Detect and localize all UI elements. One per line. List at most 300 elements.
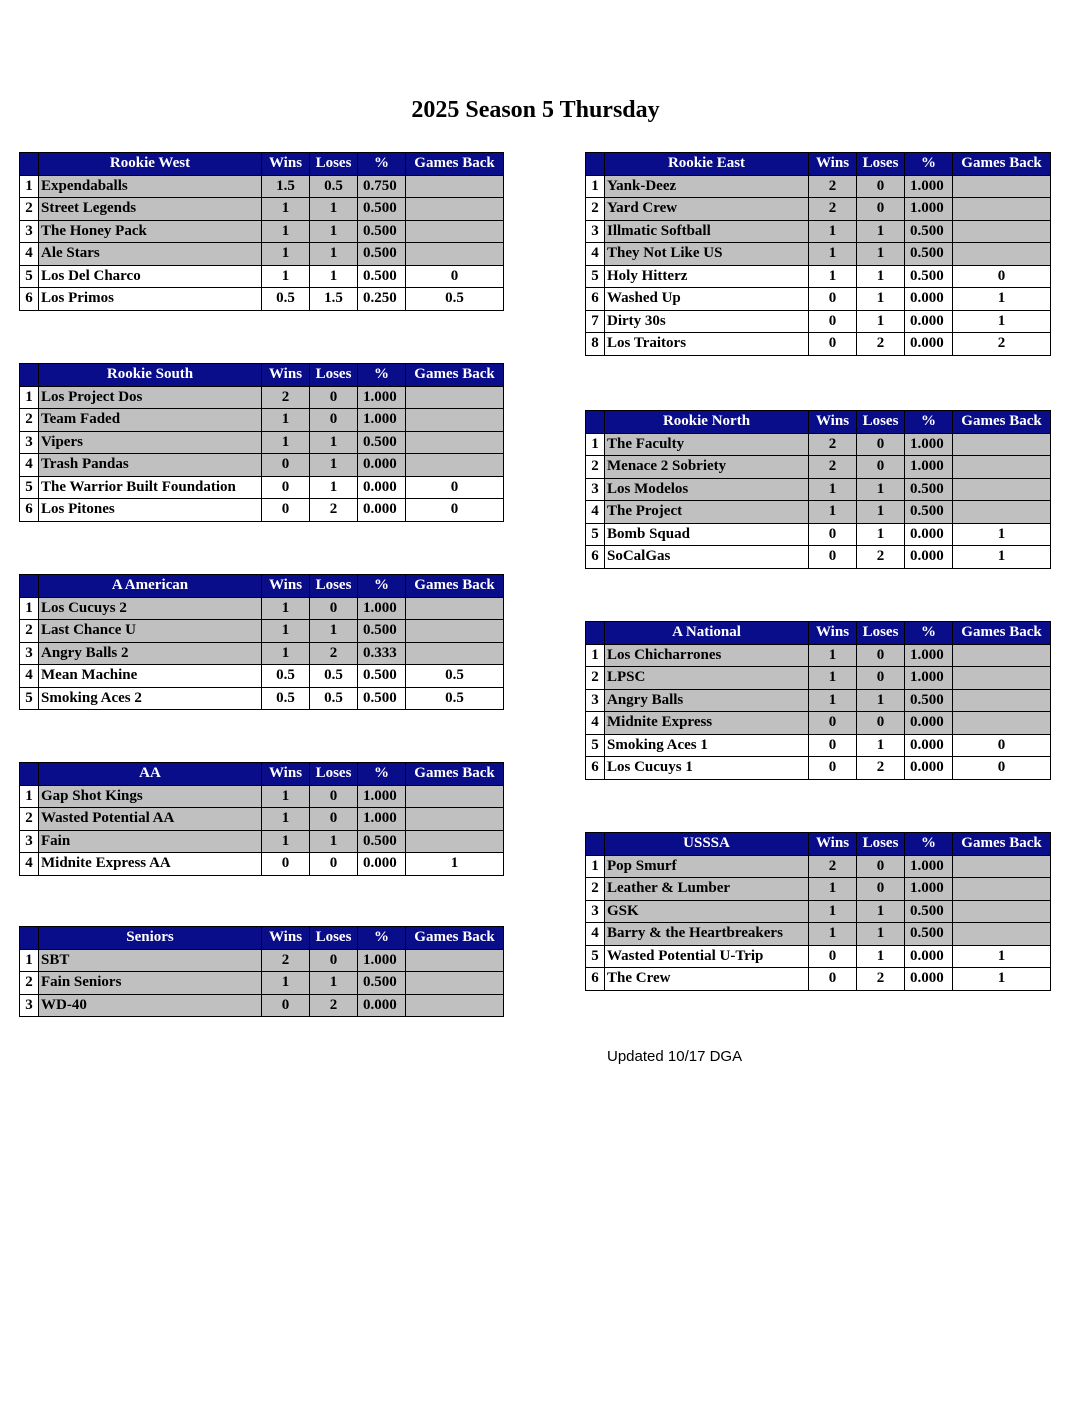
division-name: A National	[605, 622, 809, 645]
team-row	[20, 409, 504, 432]
team-row	[20, 431, 504, 454]
team-row	[20, 198, 504, 221]
updated-note: Updated 10/17 DGA	[607, 1048, 743, 1065]
wins: 0	[809, 757, 857, 780]
rank: 3	[20, 994, 39, 1017]
wins: 0.5	[262, 288, 310, 311]
team-row	[20, 808, 504, 831]
loses: 2	[310, 994, 358, 1017]
team-name: Angry Balls 2	[39, 642, 262, 665]
win-pct: 0.000	[358, 454, 406, 477]
team-name: Leather & Lumber	[605, 878, 809, 901]
team-name: Bomb Squad	[605, 523, 809, 546]
team-row	[20, 175, 504, 198]
win-pct: 1.000	[905, 175, 953, 198]
win-pct: 0.000	[905, 945, 953, 968]
rank: 5	[586, 523, 605, 546]
rank: 1	[586, 175, 605, 198]
wins: 0	[262, 476, 310, 499]
team-name: Menace 2 Sobriety	[605, 456, 809, 479]
games-back	[953, 478, 1051, 501]
rank: 1	[20, 597, 39, 620]
win-pct: 0.000	[905, 968, 953, 991]
rank: 1	[20, 175, 39, 198]
rank-header	[20, 763, 39, 786]
team-row	[586, 712, 1051, 735]
win-pct: 0.000	[905, 288, 953, 311]
wins: 0	[262, 454, 310, 477]
standings-table-a-american	[19, 574, 504, 710]
wins: 1	[809, 243, 857, 266]
games-back	[953, 433, 1051, 456]
team-name: Fain Seniors	[39, 972, 262, 995]
games-back: 0	[953, 757, 1051, 780]
header-row	[20, 153, 504, 176]
header-row	[586, 622, 1051, 645]
team-name: Los Project Dos	[39, 386, 262, 409]
team-name: Los Primos	[39, 288, 262, 311]
rank-header	[586, 622, 605, 645]
win-pct: 1.000	[358, 409, 406, 432]
loses: 0	[857, 644, 905, 667]
division-name: USSSA	[605, 833, 809, 856]
team-name: Wasted Potential AA	[39, 808, 262, 831]
loses: 1.5	[310, 288, 358, 311]
loses: 0.5	[310, 687, 358, 710]
win-pct: 0.500	[905, 243, 953, 266]
games-back	[406, 386, 504, 409]
team-name: Barry & the Heartbreakers	[605, 923, 809, 946]
games-back	[953, 667, 1051, 690]
games-back: 1	[953, 945, 1051, 968]
team-row	[586, 878, 1051, 901]
rank: 3	[20, 830, 39, 853]
loses: 0	[857, 667, 905, 690]
rank: 2	[586, 198, 605, 221]
games-back	[406, 808, 504, 831]
team-row	[20, 220, 504, 243]
rank: 6	[20, 499, 39, 522]
games-back	[406, 785, 504, 808]
win-pct: 0.500	[358, 972, 406, 995]
team-name: Smoking Aces 2	[39, 687, 262, 710]
wins-header: Wins	[809, 411, 857, 434]
rank: 4	[586, 923, 605, 946]
team-row	[586, 243, 1051, 266]
pct-header: %	[905, 411, 953, 434]
wins-header: Wins	[262, 364, 310, 387]
team-row	[586, 220, 1051, 243]
rank: 3	[586, 220, 605, 243]
team-name: Mean Machine	[39, 665, 262, 688]
wins: 0.5	[262, 665, 310, 688]
win-pct: 0.000	[905, 310, 953, 333]
win-pct: 0.500	[905, 923, 953, 946]
loses-header: Loses	[310, 364, 358, 387]
rank: 5	[586, 265, 605, 288]
wins-header: Wins	[809, 622, 857, 645]
games-back: 0.5	[406, 288, 504, 311]
team-name: Last Chance U	[39, 620, 262, 643]
games-back: 1	[953, 523, 1051, 546]
loses: 0	[857, 855, 905, 878]
loses: 0	[310, 386, 358, 409]
games-back	[953, 198, 1051, 221]
games-back: 0	[953, 734, 1051, 757]
rank: 3	[20, 431, 39, 454]
page-title: 2025 Season 5 Thursday	[411, 97, 660, 123]
rank: 1	[586, 855, 605, 878]
team-row	[586, 310, 1051, 333]
pct-header: %	[905, 153, 953, 176]
win-pct: 0.500	[358, 620, 406, 643]
games-back	[406, 243, 504, 266]
loses: 0	[310, 785, 358, 808]
pct-header: %	[358, 153, 406, 176]
wins: 1	[809, 478, 857, 501]
loses: 1	[310, 431, 358, 454]
team-row	[586, 546, 1051, 569]
team-name: SBT	[39, 949, 262, 972]
team-row	[586, 923, 1051, 946]
rank: 7	[586, 310, 605, 333]
wins: 1	[262, 198, 310, 221]
team-name: The Warrior Built Foundation	[39, 476, 262, 499]
loses: 2	[310, 499, 358, 522]
team-row	[20, 853, 504, 876]
games-back	[953, 878, 1051, 901]
team-name: Vipers	[39, 431, 262, 454]
team-row	[20, 830, 504, 853]
team-name: The Project	[605, 501, 809, 524]
team-row	[20, 386, 504, 409]
loses: 0	[857, 198, 905, 221]
rank: 6	[586, 968, 605, 991]
division-name: A American	[39, 575, 262, 598]
loses: 1	[310, 220, 358, 243]
pct-header: %	[905, 833, 953, 856]
team-row	[20, 665, 504, 688]
wins: 1	[262, 243, 310, 266]
wins: 1	[262, 431, 310, 454]
loses: 1	[310, 830, 358, 853]
games-back	[406, 431, 504, 454]
team-name: Wasted Potential U-Trip	[605, 945, 809, 968]
team-name: Pop Smurf	[605, 855, 809, 878]
wins: 0	[262, 994, 310, 1017]
loses: 0	[857, 456, 905, 479]
rank-header	[586, 411, 605, 434]
rank: 4	[20, 454, 39, 477]
win-pct: 0.000	[358, 499, 406, 522]
games-back: 0	[406, 476, 504, 499]
loses-header: Loses	[310, 575, 358, 598]
games-back-header: Games Back	[953, 833, 1051, 856]
pct-header: %	[358, 763, 406, 786]
games-back: 0	[406, 265, 504, 288]
win-pct: 0.750	[358, 175, 406, 198]
team-row	[20, 972, 504, 995]
team-row	[20, 454, 504, 477]
rank-header	[20, 364, 39, 387]
win-pct: 1.000	[905, 198, 953, 221]
win-pct: 0.500	[358, 431, 406, 454]
division-name: Rookie West	[39, 153, 262, 176]
team-row	[586, 968, 1051, 991]
loses: 1	[310, 265, 358, 288]
games-back-header: Games Back	[406, 927, 504, 950]
rank: 2	[20, 620, 39, 643]
rank: 5	[20, 687, 39, 710]
rank: 2	[586, 878, 605, 901]
team-row	[20, 620, 504, 643]
team-name: Fain	[39, 830, 262, 853]
games-back	[953, 501, 1051, 524]
team-row	[586, 198, 1051, 221]
wins: 1	[809, 501, 857, 524]
header-row	[586, 411, 1051, 434]
win-pct: 0.000	[905, 734, 953, 757]
team-name: Los Pitones	[39, 499, 262, 522]
loses: 1	[857, 288, 905, 311]
rank: 5	[586, 734, 605, 757]
team-name: Holy Hitterz	[605, 265, 809, 288]
win-pct: 1.000	[905, 433, 953, 456]
loses: 1	[857, 310, 905, 333]
win-pct: 0.333	[358, 642, 406, 665]
loses: 2	[310, 642, 358, 665]
pct-header: %	[358, 364, 406, 387]
loses-header: Loses	[857, 153, 905, 176]
loses-header: Loses	[857, 622, 905, 645]
wins-header: Wins	[809, 833, 857, 856]
win-pct: 1.000	[905, 644, 953, 667]
games-back-header: Games Back	[953, 153, 1051, 176]
games-back: 1	[953, 288, 1051, 311]
team-row	[20, 288, 504, 311]
win-pct: 1.000	[358, 597, 406, 620]
rank-header	[20, 153, 39, 176]
games-back: 0.5	[406, 687, 504, 710]
rank: 2	[586, 667, 605, 690]
rank: 4	[586, 712, 605, 735]
team-row	[20, 642, 504, 665]
win-pct: 1.000	[905, 878, 953, 901]
loses: 2	[857, 968, 905, 991]
win-pct: 1.000	[905, 855, 953, 878]
games-back-header: Games Back	[406, 763, 504, 786]
wins-header: Wins	[809, 153, 857, 176]
win-pct: 0.000	[905, 333, 953, 356]
loses: 1	[857, 945, 905, 968]
win-pct: 1.000	[905, 456, 953, 479]
games-back	[953, 855, 1051, 878]
rank: 3	[586, 689, 605, 712]
loses: 0	[310, 808, 358, 831]
wins: 1	[262, 972, 310, 995]
loses: 0	[857, 712, 905, 735]
wins: 1	[809, 265, 857, 288]
wins: 2	[809, 855, 857, 878]
win-pct: 0.000	[905, 712, 953, 735]
team-row	[586, 523, 1051, 546]
win-pct: 1.000	[358, 949, 406, 972]
division-name: Rookie South	[39, 364, 262, 387]
team-name: Gap Shot Kings	[39, 785, 262, 808]
team-name: LPSC	[605, 667, 809, 690]
loses: 2	[857, 546, 905, 569]
games-back-header: Games Back	[406, 575, 504, 598]
rank: 3	[586, 478, 605, 501]
team-row	[20, 949, 504, 972]
wins-header: Wins	[262, 153, 310, 176]
games-back: 1	[406, 853, 504, 876]
win-pct: 0.500	[358, 830, 406, 853]
games-back	[406, 949, 504, 972]
wins: 0	[262, 853, 310, 876]
team-name: The Crew	[605, 968, 809, 991]
loses-header: Loses	[857, 411, 905, 434]
team-name: Smoking Aces 1	[605, 734, 809, 757]
team-name: The Faculty	[605, 433, 809, 456]
rank: 5	[20, 265, 39, 288]
win-pct: 0.000	[358, 476, 406, 499]
rank-header	[20, 575, 39, 598]
standings-table-aa	[19, 762, 504, 876]
wins-header: Wins	[262, 575, 310, 598]
team-name: WD-40	[39, 994, 262, 1017]
team-name: Street Legends	[39, 198, 262, 221]
win-pct: 0.000	[905, 757, 953, 780]
games-back	[953, 900, 1051, 923]
team-name: Los Cucuys 1	[605, 757, 809, 780]
loses: 1	[857, 734, 905, 757]
team-name: The Honey Pack	[39, 220, 262, 243]
standings-table-rookie-north	[585, 410, 1051, 569]
games-back	[406, 175, 504, 198]
rank: 4	[20, 243, 39, 266]
games-back	[406, 830, 504, 853]
team-row	[586, 456, 1051, 479]
loses: 1	[857, 689, 905, 712]
team-name: Los Del Charco	[39, 265, 262, 288]
header-row	[20, 575, 504, 598]
team-row	[586, 900, 1051, 923]
team-name: Yard Crew	[605, 198, 809, 221]
team-row	[586, 333, 1051, 356]
team-row	[586, 265, 1051, 288]
wins: 2	[809, 175, 857, 198]
win-pct: 0.500	[358, 687, 406, 710]
games-back: 0	[953, 265, 1051, 288]
team-row	[586, 644, 1051, 667]
rank: 2	[20, 409, 39, 432]
games-back	[953, 644, 1051, 667]
wins: 1	[809, 644, 857, 667]
win-pct: 0.500	[905, 900, 953, 923]
wins: 0	[809, 333, 857, 356]
rank: 2	[20, 972, 39, 995]
loses-header: Loses	[310, 763, 358, 786]
team-name: Trash Pandas	[39, 454, 262, 477]
wins: 1	[262, 409, 310, 432]
loses: 1	[310, 243, 358, 266]
rank: 1	[586, 644, 605, 667]
rank: 1	[20, 785, 39, 808]
team-row	[586, 433, 1051, 456]
team-row	[586, 734, 1051, 757]
wins: 0	[809, 734, 857, 757]
team-row	[586, 667, 1051, 690]
pct-header: %	[358, 927, 406, 950]
division-name: AA	[39, 763, 262, 786]
win-pct: 0.500	[905, 220, 953, 243]
team-row	[586, 288, 1051, 311]
team-name: Los Chicharrones	[605, 644, 809, 667]
win-pct: 1.000	[358, 386, 406, 409]
team-name: Ale Stars	[39, 243, 262, 266]
loses: 1	[857, 900, 905, 923]
team-row	[586, 689, 1051, 712]
loses: 1	[857, 265, 905, 288]
loses: 1	[310, 620, 358, 643]
win-pct: 0.000	[905, 546, 953, 569]
rank: 2	[20, 808, 39, 831]
wins: 0	[809, 288, 857, 311]
wins: 0	[809, 945, 857, 968]
header-row	[586, 153, 1051, 176]
win-pct: 1.000	[358, 808, 406, 831]
team-name: Los Modelos	[605, 478, 809, 501]
games-back: 0	[406, 499, 504, 522]
games-back-header: Games Back	[953, 411, 1051, 434]
wins: 0	[809, 712, 857, 735]
team-row	[586, 757, 1051, 780]
loses: 0	[310, 409, 358, 432]
loses: 1	[857, 923, 905, 946]
team-row	[20, 476, 504, 499]
loses: 1	[310, 972, 358, 995]
team-name: Angry Balls	[605, 689, 809, 712]
win-pct: 0.500	[905, 501, 953, 524]
loses: 2	[857, 333, 905, 356]
header-row	[20, 364, 504, 387]
division-name: Rookie North	[605, 411, 809, 434]
win-pct: 0.500	[905, 265, 953, 288]
games-back	[406, 620, 504, 643]
games-back: 1	[953, 546, 1051, 569]
win-pct: 0.500	[358, 198, 406, 221]
team-name: Expendaballs	[39, 175, 262, 198]
win-pct: 0.500	[358, 220, 406, 243]
wins: 0.5	[262, 687, 310, 710]
games-back	[406, 642, 504, 665]
wins: 2	[809, 198, 857, 221]
header-row	[20, 763, 504, 786]
rank-header	[20, 927, 39, 950]
wins: 0	[809, 310, 857, 333]
loses: 0.5	[310, 175, 358, 198]
games-back-header: Games Back	[406, 153, 504, 176]
wins: 1	[262, 220, 310, 243]
loses: 0	[310, 597, 358, 620]
loses: 2	[857, 757, 905, 780]
rank: 4	[586, 243, 605, 266]
win-pct: 0.250	[358, 288, 406, 311]
team-name: Dirty 30s	[605, 310, 809, 333]
win-pct: 0.500	[905, 478, 953, 501]
loses: 0	[310, 853, 358, 876]
